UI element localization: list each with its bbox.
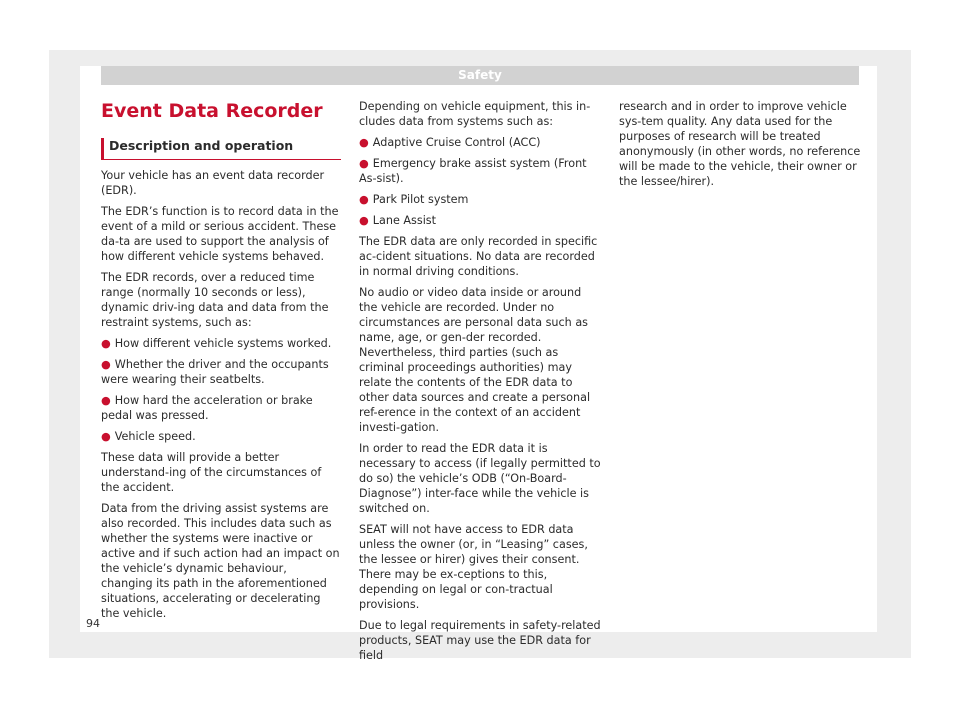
bullet-icon: ● — [101, 394, 111, 407]
list-item: ● Park Pilot system — [359, 193, 469, 206]
paragraph: No audio or video data inside or around the vehicle are recorded. Under no circumstances are personal data such as name, age, or gen-der recorded. Nevertheless, third parties (such as criminal proceedings authorities) may relate the contents of the EDR data to other data sources and create a personal ref-erence in the context of an accident investi-gation. — [359, 286, 591, 434]
paragraph: Data from the driving assist systems are also recorded. This includes data such as whether the systems were inactive or active and if such action had an impact on the vehicle’s dynamic behaviour, changing its path in the aforementioned situations, accelerating or decelerating the vehicle. — [101, 502, 340, 620]
bullet-list — [101, 336, 341, 444]
column-1 — [101, 168, 341, 627]
paragraph: These data will provide a better understand-ing of the circumstances of the accident. — [101, 451, 322, 494]
bullet-icon: ● — [101, 358, 111, 371]
page-subtitle: Description and operation — [101, 138, 341, 160]
list-item: ● How hard the acceleration or brake pedal was pressed. — [101, 394, 313, 422]
list-item: ● Whether the driver and the occupants were wearing their seatbelts. — [101, 358, 329, 386]
paragraph: Depending on vehicle equipment, this in-cludes data from systems such as: — [359, 100, 591, 128]
paragraph: Your vehicle has an event data recorder (EDR). — [101, 169, 325, 197]
paragraph: The EDR records, over a reduced time range (normally 10 seconds or less), dynamic driv-ing data and data from the restraint systems, such as: — [101, 271, 329, 329]
paragraph: In order to read the EDR data it is necessary to access (if legally permitted to do so) the vehicle’s ODB (“On-Board-Diagnose”) inter-face while the vehicle is switched on. — [359, 442, 601, 515]
list-item: ● Vehicle speed. — [101, 430, 196, 443]
page-number: 94 — [86, 617, 100, 630]
paragraph: Due to legal requirements in safety-related products, SEAT may use the EDR data for field — [359, 619, 601, 662]
bullet-icon: ● — [359, 136, 369, 149]
list-item: ● Adaptive Cruise Control (ACC) — [359, 136, 541, 149]
paragraph: SEAT will not have access to EDR data unless the owner (or, in “Leasing” cases, the lessee or hirer) gives their consent. There may be ex-ceptions to this, depending on legal or con-tractual provisions. — [359, 523, 588, 611]
bullet-icon: ● — [101, 430, 111, 443]
list-item: ● How different vehicle systems worked. — [101, 337, 332, 350]
paragraph: The EDR data are only recorded in specific ac-cident situations. No data are recorded in normal driving conditions. — [359, 235, 598, 278]
bullet-icon: ● — [359, 157, 369, 170]
section-header: Safety — [101, 66, 859, 85]
paragraph: The EDR’s function is to record data in the event of a mild or serious accident. These da-ta are used to support the analysis of how different vehicle systems behaved. — [101, 205, 339, 263]
bullet-icon: ● — [359, 193, 369, 206]
paragraph: research and in order to improve vehicle sys-tem quality. Any data used for the purposes of research will be treated anonymously (in other words, no reference will be made to the vehicle, their owner or the lessee/hirer). — [619, 100, 861, 188]
list-item: ● Emergency brake assist system (Front As-sist). — [359, 157, 587, 185]
bullet-icon: ● — [359, 214, 369, 227]
column-2 — [359, 99, 603, 669]
list-item: ● Lane Assist — [359, 214, 437, 227]
bullet-list — [359, 135, 603, 228]
page-title: Event Data Recorder — [101, 100, 323, 122]
bullet-icon: ● — [101, 337, 111, 350]
column-3 — [619, 99, 861, 195]
